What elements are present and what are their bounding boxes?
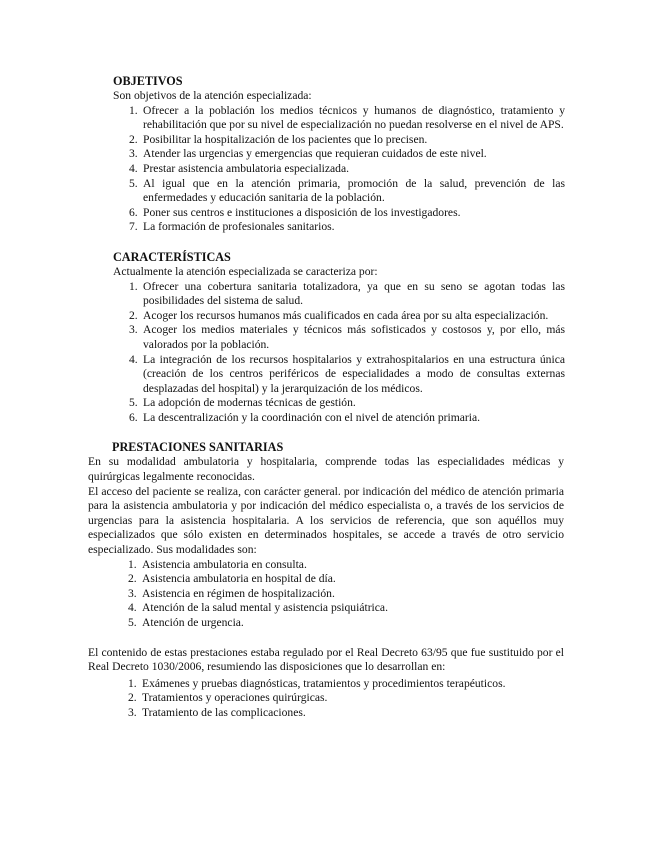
heading-caracteristicas: CARACTERÍSTICAS [113,249,231,264]
list-caracteristicas [113,280,565,426]
list-item: 1. Asistencia ambulatoria en consulta. [128,557,307,571]
list-modalidades [112,558,565,631]
section-objetivos [113,74,565,235]
list-item: 2. Acoger los recursos humanos más cualificados en cada área por su alta especialización. [129,308,549,322]
paragraph-contenido: El contenido de estas prestaciones estaba regulado por el Real Decreto 63/95 que fue sustituido por el Real Decreto 1030/2006, resumiendo las disposiciones que lo desarrollan en: [88,645,564,674]
list-item: 4. La integración de los recursos hospitalarios y extrahospitalarios en una estructura única (creación de los centros periféricos de especialidades a modo de consultas externas desplazadas del hospital) y la jerarquización de los médicos. [129,352,565,395]
list-item: 3. Asistencia en régimen de hospitalización. [128,586,335,600]
paragraph-acceso: El acceso del paciente se realiza, con carácter general. por indicación del médico de atención primaria para la asistencia ambulatoria y por indicación del médico especialista o, a través de los servicios de urgencias para la asistencia hospitalaria. A los servicios de referencia, que son aquéllos muy especializados que sólo existen en determinados hospitales, se accede a través de otro servicio especializado. Sus modalidades son: [88,484,564,557]
list-item: 5. Al igual que en la atención primaria, promoción de la salud, prevención de las enfermedades y educación sanitaria de la población. [129,176,565,205]
document-page [88,74,565,721]
list-item: 6. Poner sus centros e instituciones a disposición de los investigadores. [129,205,461,219]
heading-prestaciones: PRESTACIONES SANITARIAS [112,440,284,455]
list-disposiciones [112,677,565,721]
paragraph-modalidad: En su modalidad ambulatoria y hospitalaria, comprende todas las especialidades médicas y quirúrgicas legalmente reconocidas. [88,455,564,484]
list-item: 1. Ofrecer una cobertura sanitaria totalizadora, ya que en su seno se agotan todas las posibilidades del sistema de salud. [129,279,565,308]
list-item: 3. Acoger los medios materiales y técnicos más sofisticados y costosos y, por ello, más valorados por la población. [129,323,565,351]
list-objetivos [113,104,565,235]
list-item: 5. Atención de urgencia. [128,616,244,629]
list-item: 3. Tratamiento de las complicaciones. [128,705,306,719]
intro-objetivos: Son objetivos de la atención especializada: [113,89,312,102]
list-item: 4. Atención de la salud mental y asistencia psiquiátrica. [128,601,388,615]
list-item: 2. Posibilitar la hospitalización de los pacientes que lo precisen. [129,132,428,146]
list-item: 2. Tratamientos y operaciones quirúrgicas. [128,691,328,705]
list-item: 7. La formación de profesionales sanitarios. [129,220,335,234]
list-item: 1. Ofrecer a la población los medios técnicos y humanos de diagnóstico, tratamiento y rehabilitación que por su nivel de especialización no puedan resolverse en el nivel de APS. [129,103,565,132]
list-item: 1. Exámenes y pruebas diagnósticas, tratamientos y procedimientos terapéuticos. [128,676,506,690]
section-prestaciones [88,440,565,720]
list-item: 6. La descentralización y la coordinación con el nivel de atención primaria. [129,410,481,424]
intro-caracteristicas: Actualmente la atención especializada se caracteriza por: [113,264,378,278]
section-caracteristicas [113,250,565,426]
list-item: 5. La adopción de modernas técnicas de gestión. [129,396,356,410]
list-item: 3. Atender las urgencias y emergencias que requieran cuidados de este nivel. [129,147,487,161]
list-item: 4. Prestar asistencia ambulatoria especializada. [129,161,350,175]
heading-objetivos: OBJETIVOS [113,74,183,88]
list-item: 2. Asistencia ambulatoria en hospital de día. [128,572,336,586]
